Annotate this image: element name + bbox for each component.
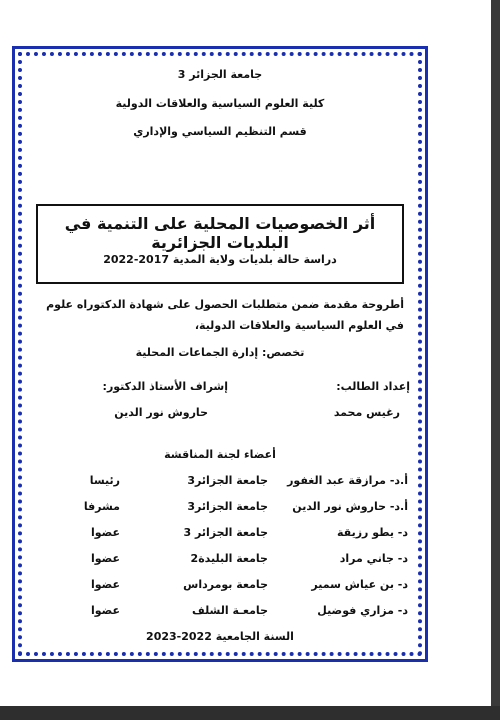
committee-member-university: جامعة الجزائر 3 [183, 526, 268, 539]
committee-member-name: د- يطو رزيقة [337, 526, 408, 539]
committee-member-role: عضوا [90, 526, 120, 539]
thesis-description: أطروحة مقدمة ضمن متطلبات الحصول على شهادة الدكتوراه علوم في العلوم السياسية والعلاقات الدولية، [46, 298, 404, 332]
committee-member-role: عضوا [90, 552, 120, 565]
committee-member-role: مشرفا [83, 500, 120, 513]
committee-member-university: جامعة الجزائر3 [187, 500, 268, 513]
committee-member-role: عضوا [90, 604, 120, 617]
committee-member-role: رئيسا [89, 474, 120, 487]
academic-year: السنة الجامعية 2022-2023 [146, 630, 294, 643]
committee-member-role: عضوا [90, 578, 120, 591]
supervisor-label: إشراف الأستاذ الدكتور: [102, 380, 228, 393]
committee-member-university: جامعة بومرداس [183, 578, 268, 591]
specialty: تخصص: إدارة الجماعات المحلية [135, 346, 305, 359]
student-label: إعداد الطالب: [336, 380, 410, 393]
committee-member-university: جامعة البليدة2 [190, 552, 268, 565]
window-edge-right [491, 0, 500, 720]
thesis-title: أثر الخصوصيات المحلية على التنمية في البلديات الجزائرية [64, 214, 376, 252]
supervisor-name: حاروش نور الدين [114, 406, 208, 419]
committee-member-name: د- بن عياش سمير [311, 578, 408, 591]
faculty-name: كلية العلوم السياسية والعلاقات الدولية [115, 97, 325, 110]
committee-member-university: جامعة الجزائر3 [187, 474, 268, 487]
committee-member-university: جامعـة الشلف [191, 604, 268, 617]
committee-member-name: د- مزاري فوضيل [317, 604, 408, 617]
window-edge-bottom [0, 706, 500, 720]
committee-member-name: د- جاني مراد [339, 552, 408, 565]
student-name: رغيس محمد [333, 406, 400, 419]
committee-heading: أعضاء لجنة المناقشة [164, 448, 276, 461]
thesis-subtitle: دراسة حالة بلديات ولاية المدية 2017-2022 [103, 253, 337, 266]
committee-member-name: أ.د- حاروش نور الدين [292, 500, 408, 513]
committee-member-name: أ.د- مرازقة عبد الغفور [287, 474, 408, 487]
department-name: قسم التنظيم السياسي والإداري [133, 125, 307, 138]
university-name: جامعة الجزائر 3 [177, 68, 263, 81]
